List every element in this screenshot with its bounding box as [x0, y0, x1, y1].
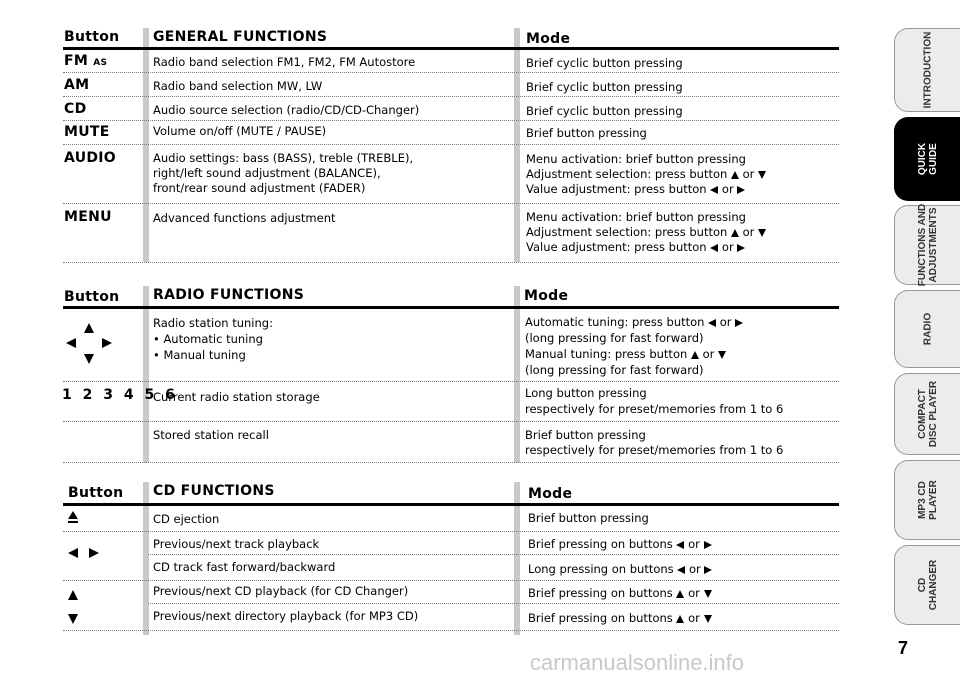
- fm-mode: Brief cyclic button pressing: [526, 56, 683, 70]
- triangle-up-icon: [731, 229, 739, 237]
- row-divider: [63, 144, 839, 145]
- tab-label: INTRODUCTION: [922, 31, 933, 109]
- track-mode: Brief pressing on buttons or: [528, 537, 712, 552]
- row-divider: [148, 554, 839, 555]
- triangle-up-icon: [68, 590, 78, 600]
- cd-header-rule: [63, 503, 839, 506]
- triangle-up-icon: [84, 323, 94, 333]
- recall-mode-1: Brief button pressing: [525, 428, 646, 442]
- radio-header-rule: [63, 306, 839, 309]
- triangle-up-icon: [691, 351, 699, 359]
- general-col-divider-left: [143, 28, 149, 262]
- triangle-up-icon: [731, 171, 739, 179]
- cd-button-label: CD: [64, 101, 87, 117]
- general-header-mode: Mode: [526, 31, 571, 47]
- audio-description-2: right/left sound adjustment (BALANCE),: [153, 166, 381, 180]
- mute-mode: Brief button pressing: [526, 126, 647, 140]
- audio-description-3: front/rear sound adjustment (FADER): [153, 181, 366, 195]
- eject-mode: Brief button pressing: [528, 511, 649, 525]
- cd-header-mode: Mode: [528, 486, 573, 502]
- triangle-left-icon: [677, 566, 685, 574]
- row-divider: [63, 203, 839, 204]
- general-header-rule: [63, 47, 839, 50]
- row-divider: [148, 603, 839, 604]
- row-divider: [63, 381, 839, 382]
- tab-mp3-cd-player[interactable]: [894, 460, 960, 540]
- triangle-left-icon: [710, 186, 718, 194]
- triangle-down-icon: [718, 351, 726, 359]
- audio-mode-2: Adjustment selection: press button or: [526, 167, 766, 182]
- track-description: Previous/next track playback: [153, 537, 320, 551]
- cd-changer-mode: Brief pressing on buttons or: [528, 586, 712, 601]
- fast-forward-mode: Long pressing on buttons or: [528, 562, 712, 577]
- menu-mode-3: Value adjustment: press button or: [526, 240, 745, 255]
- eject-icon: [68, 511, 78, 525]
- row-divider: [63, 580, 839, 581]
- triangle-down-icon: [84, 354, 94, 364]
- watermark: carmanualsonline.info: [530, 650, 745, 675]
- triangle-down-icon: [758, 171, 766, 179]
- radio-col-divider-right: [514, 286, 520, 463]
- cd-header-button: Button: [68, 485, 124, 501]
- fm-button-label: FM AS: [64, 53, 108, 69]
- triangle-down-icon: [68, 614, 78, 624]
- tab-label: QUICK GUIDE: [916, 142, 939, 176]
- triangle-up-icon: [676, 590, 684, 598]
- triangle-right-icon: [89, 548, 99, 558]
- triangle-down-icon: [758, 229, 766, 237]
- cd-changer-description: Previous/next CD playback (for CD Changer): [153, 584, 409, 598]
- tab-label: MP3 CD PLAYER: [916, 480, 939, 520]
- fm-description: Radio band selection FM1, FM2, FM Autostore: [153, 55, 416, 69]
- cd-mode: Brief cyclic button pressing: [526, 104, 683, 118]
- tab-label: RADIO: [922, 312, 933, 346]
- radio-header-button: Button: [64, 289, 120, 305]
- triangle-right-icon: [735, 319, 743, 327]
- row-divider: [63, 630, 839, 631]
- eject-description: CD ejection: [153, 512, 220, 526]
- general-col-divider-right: [514, 28, 520, 262]
- row-divider: [63, 462, 839, 463]
- row-divider: [63, 96, 839, 97]
- audio-mode-1: Menu activation: brief button pressing: [526, 152, 746, 166]
- tab-compact-disc-player[interactable]: [894, 373, 960, 455]
- general-header-title: GENERAL FUNCTIONS: [153, 29, 328, 45]
- radio-header-title: RADIO FUNCTIONS: [153, 287, 305, 303]
- tuning-description-3: • Manual tuning: [153, 348, 246, 362]
- triangle-left-icon: [710, 244, 718, 252]
- radio-col-divider-left: [143, 286, 149, 463]
- menu-mode-1: Menu activation: brief button pressing: [526, 210, 746, 224]
- fast-forward-description: CD track fast forward/backward: [153, 560, 336, 574]
- tuning-mode-4: (long pressing for fast forward): [525, 363, 704, 377]
- page-number: 7: [898, 638, 909, 658]
- am-mode: Brief cyclic button pressing: [526, 80, 683, 94]
- triangle-up-icon: [676, 615, 684, 623]
- triangle-down-icon: [704, 615, 712, 623]
- tab-cd-changer[interactable]: [894, 545, 960, 625]
- am-button-label: AM: [64, 77, 90, 93]
- tab-label: CD CHANGER: [916, 559, 939, 611]
- tab-label: FUNCTIONS AND ADJUSTMENTS: [916, 203, 939, 287]
- tab-introduction[interactable]: [894, 28, 960, 112]
- audio-mode-3: Value adjustment: press button or: [526, 182, 745, 197]
- triangle-left-icon: [676, 541, 684, 549]
- cd-description: Audio source selection (radio/CD/CD-Changer): [153, 103, 420, 117]
- am-description: Radio band selection MW, LW: [153, 79, 323, 93]
- triangle-left-icon: [68, 548, 78, 558]
- audio-button-label: AUDIO: [64, 150, 117, 166]
- recall-description: Stored station recall: [153, 428, 269, 442]
- mp3-directory-mode: Brief pressing on buttons or: [528, 611, 712, 626]
- menu-description: Advanced functions adjustment: [153, 211, 336, 225]
- tuning-mode-3: Manual tuning: press button or: [525, 347, 726, 362]
- triangle-left-icon: [708, 319, 716, 327]
- mp3-directory-description: Previous/next directory playback (for MP3 CD): [153, 609, 419, 623]
- preset-buttons-label: 1 2 3 4 5 6: [62, 387, 178, 403]
- tab-quick-guide[interactable]: [894, 117, 960, 201]
- triangle-down-icon: [704, 590, 712, 598]
- triangle-right-icon: [737, 186, 745, 194]
- tab-label: COMPACT DISC PLAYER: [916, 380, 939, 448]
- general-header-button: Button: [64, 29, 120, 45]
- radio-header-mode: Mode: [524, 288, 569, 304]
- triangle-left-icon: [66, 338, 76, 348]
- tuning-mode-1: Automatic tuning: press button or: [525, 315, 743, 330]
- triangle-right-icon: [704, 541, 712, 549]
- triangle-right-icon: [737, 244, 745, 252]
- mute-description: Volume on/off (MUTE / PAUSE): [153, 124, 327, 138]
- mute-button-label: MUTE: [64, 124, 110, 140]
- row-divider: [63, 262, 839, 263]
- tuning-description-1: Radio station tuning:: [153, 316, 273, 330]
- triangle-right-icon: [704, 566, 712, 574]
- row-divider: [63, 120, 839, 121]
- tuning-mode-2: (long pressing for fast forward): [525, 331, 704, 345]
- row-divider: [63, 531, 839, 532]
- recall-mode-2: respectively for preset/memories from 1 to 6: [525, 443, 784, 457]
- tab-functions-and-adjustments[interactable]: [894, 205, 960, 285]
- storage-mode-1: Long button pressing: [525, 386, 647, 400]
- menu-button-label: MENU: [64, 209, 112, 225]
- cd-header-title: CD FUNCTIONS: [153, 483, 275, 499]
- menu-mode-2: Adjustment selection: press button or: [526, 225, 766, 240]
- audio-description-1: Audio settings: bass (BASS), treble (TREBLE),: [153, 151, 414, 165]
- row-divider: [63, 72, 839, 73]
- storage-mode-2: respectively for preset/memories from 1 to 6: [525, 402, 784, 416]
- triangle-right-icon: [102, 338, 112, 348]
- row-divider: [63, 421, 839, 422]
- storage-description: Current radio station storage: [153, 390, 320, 404]
- tab-radio[interactable]: [894, 290, 960, 368]
- tuning-description-2: • Automatic tuning: [153, 332, 263, 346]
